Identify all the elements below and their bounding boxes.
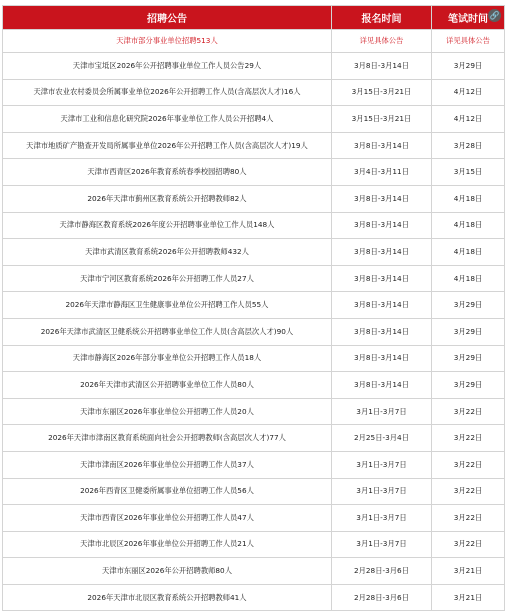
highlight-reg: 详见具体公告 bbox=[332, 30, 432, 53]
table-row[interactable] bbox=[3, 345, 505, 372]
table-row[interactable] bbox=[3, 265, 505, 292]
table-row[interactable] bbox=[3, 318, 505, 345]
row-exam: 3月21日 bbox=[432, 558, 505, 585]
row-reg: 2月28日-3月6日 bbox=[332, 558, 432, 585]
table-row[interactable] bbox=[3, 531, 505, 558]
row-title[interactable]: 2026年天津市蓟州区教育系统公开招聘教师82人 bbox=[3, 185, 332, 212]
table-row[interactable] bbox=[3, 505, 505, 532]
row-title[interactable]: 天津市东丽区2026年公开招聘教师80人 bbox=[3, 558, 332, 585]
row-exam: 3月29日 bbox=[432, 372, 505, 399]
row-exam: 3月15日 bbox=[432, 159, 505, 186]
recruitment-table bbox=[2, 5, 505, 611]
row-title[interactable]: 天津市西青区2026年教育系统春季校园招聘80人 bbox=[3, 159, 332, 186]
row-reg: 3月15日-3月21日 bbox=[332, 106, 432, 133]
row-title[interactable]: 2026年天津市北辰区教育系统公开招聘教师41人 bbox=[3, 584, 332, 611]
table-row[interactable] bbox=[3, 239, 505, 266]
header-exam-time: 笔试时间 bbox=[432, 6, 505, 30]
row-reg: 3月1日-3月7日 bbox=[332, 531, 432, 558]
row-title[interactable]: 天津市武清区教育系统2026年公开招聘教师432人 bbox=[3, 239, 332, 266]
row-title[interactable]: 天津市东丽区2026年事业单位公开招聘工作人员20人 bbox=[3, 398, 332, 425]
row-exam: 3月22日 bbox=[432, 398, 505, 425]
table-row[interactable] bbox=[3, 132, 505, 159]
table-row[interactable] bbox=[3, 159, 505, 186]
row-exam: 3月28日 bbox=[432, 132, 505, 159]
table-row[interactable] bbox=[3, 478, 505, 505]
table-row[interactable] bbox=[3, 425, 505, 452]
row-exam: 3月22日 bbox=[432, 531, 505, 558]
table-row[interactable] bbox=[3, 53, 505, 80]
share-link-icon[interactable]: 🔗 bbox=[489, 11, 500, 20]
row-exam: 3月22日 bbox=[432, 505, 505, 532]
row-reg: 3月1日-3月7日 bbox=[332, 478, 432, 505]
row-title[interactable]: 2026年天津市津南区教育系统面向社会公开招聘教师(含高层次人才)77人 bbox=[3, 425, 332, 452]
row-reg: 3月8日-3月14日 bbox=[332, 292, 432, 319]
row-reg: 3月8日-3月14日 bbox=[332, 265, 432, 292]
header-registration-time: 报名时间 bbox=[332, 6, 432, 30]
row-title[interactable]: 2026年天津市武清区公开招聘事业单位工作人员80人 bbox=[3, 372, 332, 399]
row-reg: 3月15日-3月21日 bbox=[332, 79, 432, 106]
row-title[interactable]: 天津市静海区2026年部分事业单位公开招聘工作人员18人 bbox=[3, 345, 332, 372]
row-exam: 3月22日 bbox=[432, 451, 505, 478]
row-title[interactable]: 天津市宁河区教育系统2026年公开招聘工作人员27人 bbox=[3, 265, 332, 292]
row-title[interactable]: 2026年天津市武清区卫健系统公开招聘事业单位工作人员(含高层次人才)90人 bbox=[3, 318, 332, 345]
row-reg: 3月8日-3月14日 bbox=[332, 239, 432, 266]
row-exam: 3月29日 bbox=[432, 292, 505, 319]
table-row[interactable] bbox=[3, 106, 505, 133]
row-exam: 3月29日 bbox=[432, 53, 505, 80]
row-reg: 3月8日-3月14日 bbox=[332, 372, 432, 399]
row-reg: 3月8日-3月14日 bbox=[332, 212, 432, 239]
row-exam: 3月21日 bbox=[432, 584, 505, 611]
row-exam: 4月18日 bbox=[432, 239, 505, 266]
row-exam: 3月29日 bbox=[432, 318, 505, 345]
row-reg: 3月8日-3月14日 bbox=[332, 345, 432, 372]
row-title[interactable]: 天津市工业和信息化研究院2026年事业单位工作人员公开招聘4人 bbox=[3, 106, 332, 133]
row-title[interactable]: 2026年西青区卫健委所属事业单位招聘工作人员56人 bbox=[3, 478, 332, 505]
table-row[interactable] bbox=[3, 79, 505, 106]
row-exam: 3月22日 bbox=[432, 425, 505, 452]
table-row[interactable] bbox=[3, 372, 505, 399]
row-exam: 3月22日 bbox=[432, 478, 505, 505]
row-title[interactable]: 天津市静海区教育系统2026年度公开招聘事业单位工作人员148人 bbox=[3, 212, 332, 239]
row-reg: 3月8日-3月14日 bbox=[332, 185, 432, 212]
header-notice: 招聘公告 bbox=[3, 6, 332, 30]
highlight-row[interactable] bbox=[3, 30, 505, 53]
row-reg: 2月25日-3月4日 bbox=[332, 425, 432, 452]
row-title[interactable]: 天津市农业农村委员会所属事业单位2026年公开招聘工作人员(含高层次人才)16人 bbox=[3, 79, 332, 106]
highlight-exam: 详见具体公告 bbox=[432, 30, 505, 53]
row-reg: 3月1日-3月7日 bbox=[332, 505, 432, 532]
row-exam: 4月12日 bbox=[432, 106, 505, 133]
row-reg: 3月4日-3月11日 bbox=[332, 159, 432, 186]
row-reg: 3月8日-3月14日 bbox=[332, 132, 432, 159]
row-title[interactable]: 2026年天津市静海区卫生健康事业单位公开招聘工作人员55人 bbox=[3, 292, 332, 319]
row-reg: 2月28日-3月6日 bbox=[332, 584, 432, 611]
table-row[interactable] bbox=[3, 398, 505, 425]
table-row[interactable] bbox=[3, 451, 505, 478]
row-exam: 4月12日 bbox=[432, 79, 505, 106]
row-reg: 3月8日-3月14日 bbox=[332, 53, 432, 80]
row-reg: 3月1日-3月7日 bbox=[332, 398, 432, 425]
table-row[interactable] bbox=[3, 558, 505, 585]
table-row[interactable] bbox=[3, 584, 505, 611]
row-reg: 3月1日-3月7日 bbox=[332, 451, 432, 478]
row-title[interactable]: 天津市北辰区2026年事业单位公开招聘工作人员21人 bbox=[3, 531, 332, 558]
row-exam: 4月18日 bbox=[432, 265, 505, 292]
row-title[interactable]: 天津市宝坻区2026年公开招聘事业单位工作人员公告29人 bbox=[3, 53, 332, 80]
row-reg: 3月8日-3月14日 bbox=[332, 318, 432, 345]
table-header-row bbox=[3, 6, 505, 30]
row-exam: 3月29日 bbox=[432, 345, 505, 372]
highlight-title[interactable]: 天津市部分事业单位招聘513人 bbox=[3, 30, 332, 53]
table-row[interactable] bbox=[3, 292, 505, 319]
table-row[interactable] bbox=[3, 185, 505, 212]
row-exam: 4月18日 bbox=[432, 212, 505, 239]
table-row[interactable] bbox=[3, 212, 505, 239]
row-title[interactable]: 天津市地质矿产勘查开发局所属事业单位2026年公开招聘工作人员(含高层次人才)19人 bbox=[3, 132, 332, 159]
row-title[interactable]: 天津市津南区2026年事业单位公开招聘工作人员37人 bbox=[3, 451, 332, 478]
row-title[interactable]: 天津市西青区2026年事业单位公开招聘工作人员47人 bbox=[3, 505, 332, 532]
row-exam: 4月18日 bbox=[432, 185, 505, 212]
